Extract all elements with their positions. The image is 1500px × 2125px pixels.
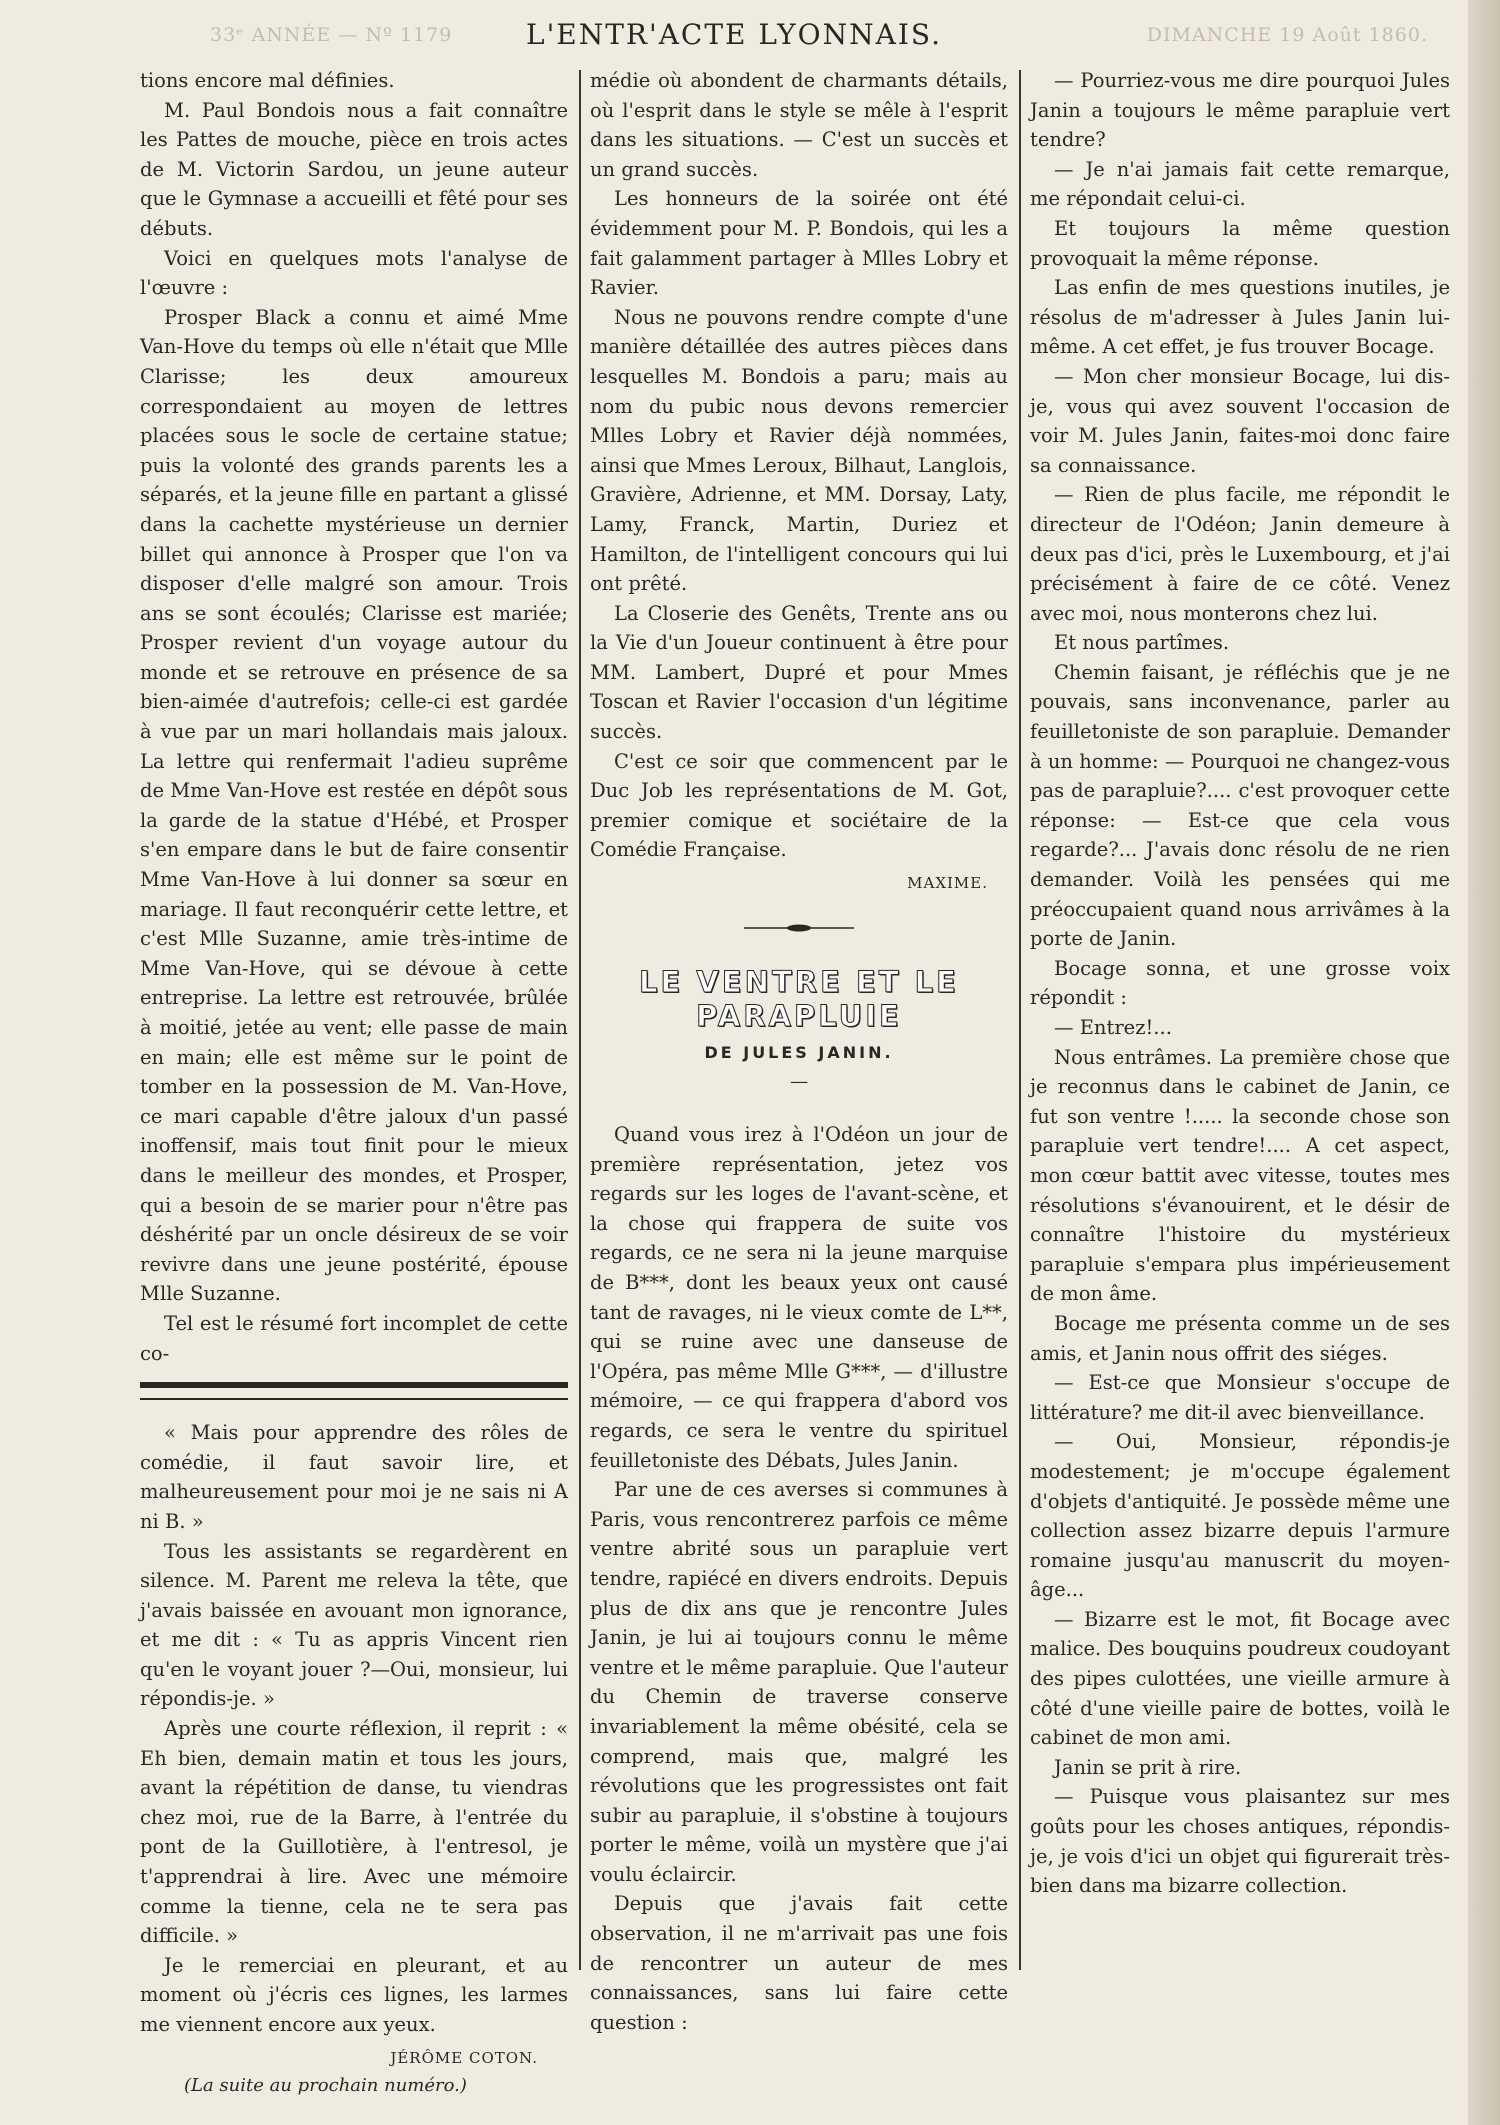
article-title: LE VENTRE ET LE PARAPLUIE [639, 965, 959, 1034]
column-1 [140, 66, 568, 2100]
title-dash: — [790, 1071, 808, 1093]
feuilleton-paragraph: Je le remerciai en pleurant, et au moment où j'écris ces lignes, les larmes me viennent encore aux yeux. [140, 1953, 568, 2036]
paragraph: Nous entrâmes. La première chose que je reconnus dans le cabinet de Janin, ce fut son ventre !..... la seconde chose son parapluie vert tendre!.... A cet aspect, mon cœur battit avec vitesse, toutes mes résolutions s'évanouirent, et le désir de connaître l'histoire du mystérieux parapluie s'empara plus impérieusement de mon âme. [1030, 1045, 1450, 1306]
column-rule-1 [579, 70, 581, 1970]
paragraph: Janin se prit à rire. [1054, 1755, 1242, 1779]
paragraph: Les honneurs de la soirée ont été évidemment pour M. P. Bondois, qui les a fait galamment partager à Mlles Lobry et Ravier. [590, 187, 1008, 300]
paragraph: Nous ne pouvons rendre compte d'une manière détaillée des autres pièces dans lesquelles M. Bondois a paru; mais au nom du pubic nous devons remercier Mlles Lobry et Ravier déjà nommées, ainsi que Mmes Leroux, Bilhaut, Langlois, Gravière, Adrienne, et MM. Dorsay, Laty, Lamy, Franck, Martin, Duriez et Hamilton, de l'intelligent concours qui lui ont prêté. [590, 305, 1008, 596]
paragraph: Et nous partîmes. [1054, 631, 1230, 655]
article-paragraph: Quand vous irez à l'Odéon un jour de première représentation, jetez vos regards sur les loges de l'avant-scène, et la chose qui frappera de suite vos regards, ce ne sera ni la jeune marquise de B***, dont les beaux yeux ont causé tant de ravages, ni le vieux comte de L**, qui se ruine avec une danseuse de l'Opéra, pas même Mlle G***, — d'illustre mémoire, — ce qui frappera d'abord vos regards, ce sera le ventre du spirituel feuilletoniste des Débats, Jules Janin. [590, 1123, 1008, 1472]
paragraph: — Je n'ai jamais fait cette remarque, me répondait celui-ci. [1030, 157, 1450, 211]
paragraph: Voici en quelques mots l'analyse de l'œuvre : [140, 246, 568, 300]
ornament-separator [744, 923, 854, 933]
paragraph: — Oui, Monsieur, répondis-je modestement; je m'occupe également d'objets d'antiquité. Je possède même une collection assez bizarre depuis l'armure romaine jusqu'au manuscrit du moyen-âge... [1030, 1430, 1450, 1602]
masthead [0, 16, 1468, 66]
paragraph: Bocage me présenta comme un de ses amis, et Janin nous offrit des siéges. [1030, 1311, 1450, 1365]
column-2 [590, 66, 1008, 2037]
paragraph: Prosper Black a connu et aimé Mme Van-Hove du temps où elle n'était que Mlle Clarisse; les deux amoureux correspondaient au moyen de lettres placées sous le socle de certaine statue; puis la volonté des grands parents les a séparés, et la jeune fille en partant a glissé dans la cachette mystérieuse un dernier billet qui annonce à Prosper que l'on va disposer d'elle malgré son amour. Trois ans se sont écoulés; Clarisse est mariée; Prosper revient d'un voyage autour du monde et se retrouve en présence de sa bien-aimée d'autrefois; celle-ci est gardée à vue par un mari hollandais mais jaloux. La lettre qui renfermait l'adieu suprême de Mme Van-Hove est restée en dépôt sous la garde de la statue d'Hébé, et Prosper s'en empare dans le but de faire consentir Mme Van-Hove à lui donner sa sœur en mariage. Il faut reconquérir cette lettre, et c'est Mlle Suzanne, amie très-intime de Mme Van-Hove, qui se dévoue à cette entreprise. La lettre est retrouvée, brûlée à moitié, jetée au vent; elle passe de main en main; elle est même sur le point de tomber en la possession de M. Van-Hove, ce mari capable d'être jaloux d'un passé inoffensif, mais tout finit pour le mieux dans le meilleur des mondes, et Prosper, qui a besoin de se marier pour n'être pas déshérité par un oncle désireux de se voir revivre dans une jeune postérité, épouse Mlle Suzanne. [140, 305, 568, 1306]
column-rule-2 [1019, 70, 1021, 1970]
paragraph: Bocage sonna, et une grosse voix répondit : [1030, 956, 1450, 1010]
paragraph: Chemin faisant, je réfléchis que je ne pouvais, sans inconvenance, parler au feuilletoniste de son parapluie. Demander à un homme: — Pourquoi ne changez-vous pas de parapluie?.... c'est provoquer cette réponse: — Est-ce que cela vous regarde?... J'avais donc résolu de ne rien demander. Voilà les pensées qui me préoccupaient quand nous arrivâmes à la porte de Janin. [1030, 660, 1450, 951]
paragraph: Et toujours la même question provoquait la même réponse. [1030, 216, 1450, 270]
article-paragraph: Depuis que j'avais fait cette observation, il ne m'arrivait pas une fois de rencontrer un auteur de mes connaissances, sans lui faire cette question : [590, 1892, 1008, 2034]
paragraph: M. Paul Bondois nous a fait connaître les Pattes de mouche, pièce en trois actes de M. Victorin Sardou, un jeune auteur que le Gymnase a accueilli et fêté pour ses débuts. [140, 98, 568, 240]
article-paragraph: Par une de ces averses si communes à Paris, vous rencontrerez parfois ce même ventre abrité sous un parapluie vert tendre, rapiécé en divers endroits. Depuis plus de dix ans que je rencontre Jules Janin, je lui ai toujours connu le même ventre et le même parapluie. Que l'auteur du Chemin de traverse conserve invariablement la même obésité, cela se comprend, mais que, malgré les révolutions que les progressistes ont fait subir au parapluie, il s'obstine à toujours porter le même, voilà un mystère que j'ai voulu éclaircir. [590, 1478, 1008, 1886]
paragraph: La Closerie des Genêts, Trente ans ou la Vie d'un Joueur continuent à être pour MM. Lambert, Dupré et pour Mmes Toscan et Ravier l'occasion d'un légitime succès. [590, 601, 1008, 744]
page-edge-shadow [1468, 0, 1500, 2125]
paragraph: C'est ce soir que commencent par le Duc Job les représentations de M. Got, premier comique et sociétaire de la Comédie Française. [590, 749, 1008, 862]
column-3 [1030, 66, 1450, 1901]
paragraph: — Est-ce que Monsieur s'occupe de littérature? me dit-il avec bienveillance. [1030, 1371, 1450, 1424]
paragraph: médie où abondent de charmants détails, où l'esprit dans le style se mêle à l'esprit dans les situations. — C'est un succès et un grand succès. [590, 69, 1008, 181]
issue-date: DIMANCHE 19 Août 1860. [1146, 24, 1428, 46]
continued-note: (La suite au prochain numéro.) [184, 2074, 467, 2096]
paragraph: Las enfin de mes questions inutiles, je résolus de m'adresser à Jules Janin lui-même. A cet effet, je fus trouver Bocage. [1030, 276, 1450, 359]
paragraph: — Entrez!... [1054, 1016, 1172, 1039]
article-subtitle: DE JULES JANIN. [704, 1043, 894, 1063]
author-signature: JÉRÔME COTON. [390, 2048, 538, 2067]
author-signature: MAXIME. [907, 874, 988, 893]
paragraph: tions encore mal définies. [140, 69, 395, 92]
feuilleton-paragraph: Tous les assistants se regardèrent en silence. M. Parent me releva la tête, que j'avais baissée en avouant mon ignorance, et me dit : « Tu as appris Vincent rien qu'en le voyant jouer ?—Oui, monsieur, lui répondis-je. » [140, 1539, 568, 1711]
issue-number: 33ᵉ ANNÉE — Nº 1179 [210, 24, 453, 46]
paragraph: — Mon cher monsieur Bocage, lui dis-je, vous qui avez souvent l'occasion de voir M. Jules Janin, faites-moi donc faire sa connaissance. [1030, 364, 1450, 477]
paragraph: — Rien de plus facile, me répondit le directeur de l'Odéon; Janin demeure à deux pas d'ici, près le Luxembourg, et j'ai précisément à faire de ce côté. Venez avec moi, nous monterons chez lui. [1030, 483, 1450, 625]
paragraph: — Bizarre est le mot, fit Bocage avec malice. Des bouquins poudreux coudoyant des pipes culottées, une vieille armure à côté d'une vieille paire de bottes, voilà le cabinet de mon ami. [1030, 1607, 1451, 1750]
paragraph: Tel est le résumé fort incomplet de cette co- [140, 1311, 568, 1365]
paragraph: — Pourriez-vous me dire pourquoi Jules Janin a toujours le même parapluie vert tendre? [1030, 69, 1450, 152]
newspaper-title: L'ENTR'ACTE LYONNAIS. [526, 18, 942, 51]
feuilleton-paragraph: Après une courte réflexion, il reprit : « Eh bien, demain matin et tous les jours, avant la répétition de danse, tu viendras chez moi, rue de la Barre, à l'entrée du pont de la Guillotière, à l'entresol, je t'apprendrai à lire. Avec une mémoire comme la tienne, cela ne te sera pas difficile. » [140, 1717, 568, 1948]
feuilleton-divider [140, 1382, 568, 1400]
feuilleton-paragraph: « Mais pour apprendre des rôles de comédie, il faut savoir lire, et malheureusement pour moi je ne sais ni A ni B. » [140, 1421, 568, 1533]
paragraph: — Puisque vous plaisantez sur mes goûts pour les choses antiques, répondis-je, je vois d'ici un objet qui figurerait très-bien dans ma bizarre collection. [1030, 1785, 1450, 1898]
